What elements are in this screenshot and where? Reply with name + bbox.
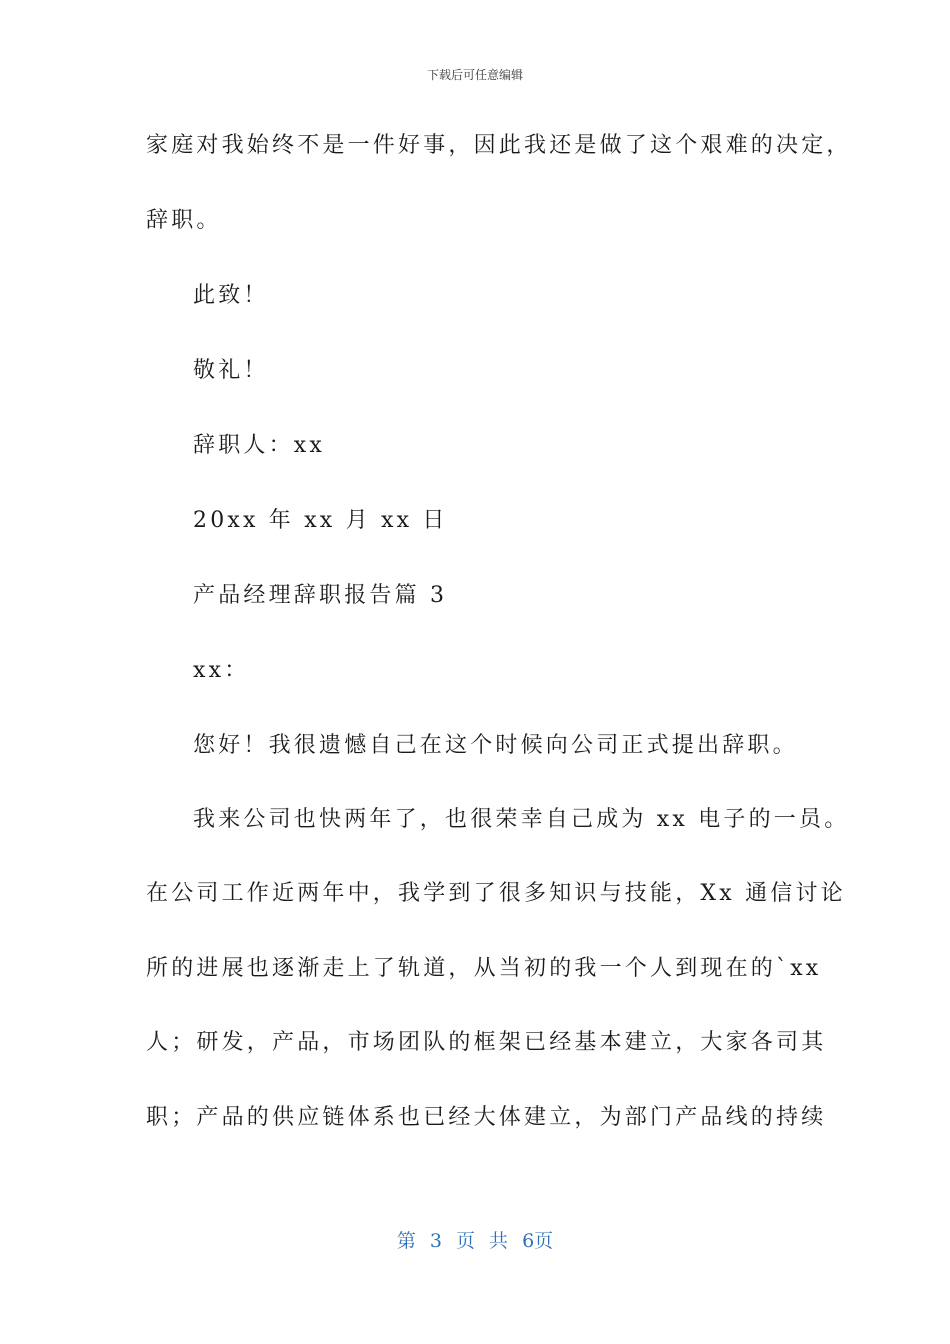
text-line: 敬礼！ bbox=[193, 358, 269, 383]
text-line: 您好！我很遗憾自己在这个时候向公司正式提出辞职。 bbox=[193, 733, 798, 758]
text-line: 职；产品的供应链体系也已经大体建立，为部门产品线的持续 bbox=[146, 1105, 827, 1130]
section-heading: 产品经理辞职报告篇 3 bbox=[193, 583, 448, 608]
text-line: 家庭对我始终不是一件好事，因此我还是做了这个艰难的决定， bbox=[146, 133, 852, 158]
text-line: 20xx 年 xx 月 xx 日 bbox=[193, 508, 448, 533]
text-line: 辞职。 bbox=[146, 208, 222, 233]
text-line: 在公司工作近两年中，我学到了很多知识与技能，Xx 通信讨论 bbox=[146, 881, 846, 906]
text-line: 辞职人：xx bbox=[193, 433, 326, 458]
text-line: 所的进展也逐渐走上了轨道，从当初的我一个人到现在的`xx bbox=[146, 956, 822, 981]
text-line: 人；研发，产品，市场团队的框架已经基本建立，大家各司其 bbox=[146, 1030, 827, 1055]
text-line: xx： bbox=[193, 658, 250, 683]
text-line: 我来公司也快两年了，也很荣幸自己成为 xx 电子的一员。 bbox=[193, 807, 850, 832]
page-number-footer: 第 3 页 共 6页 bbox=[396, 1230, 554, 1252]
page-header-note: 下载后可任意编辑 bbox=[426, 68, 523, 82]
text-line: 此致！ bbox=[193, 283, 269, 308]
